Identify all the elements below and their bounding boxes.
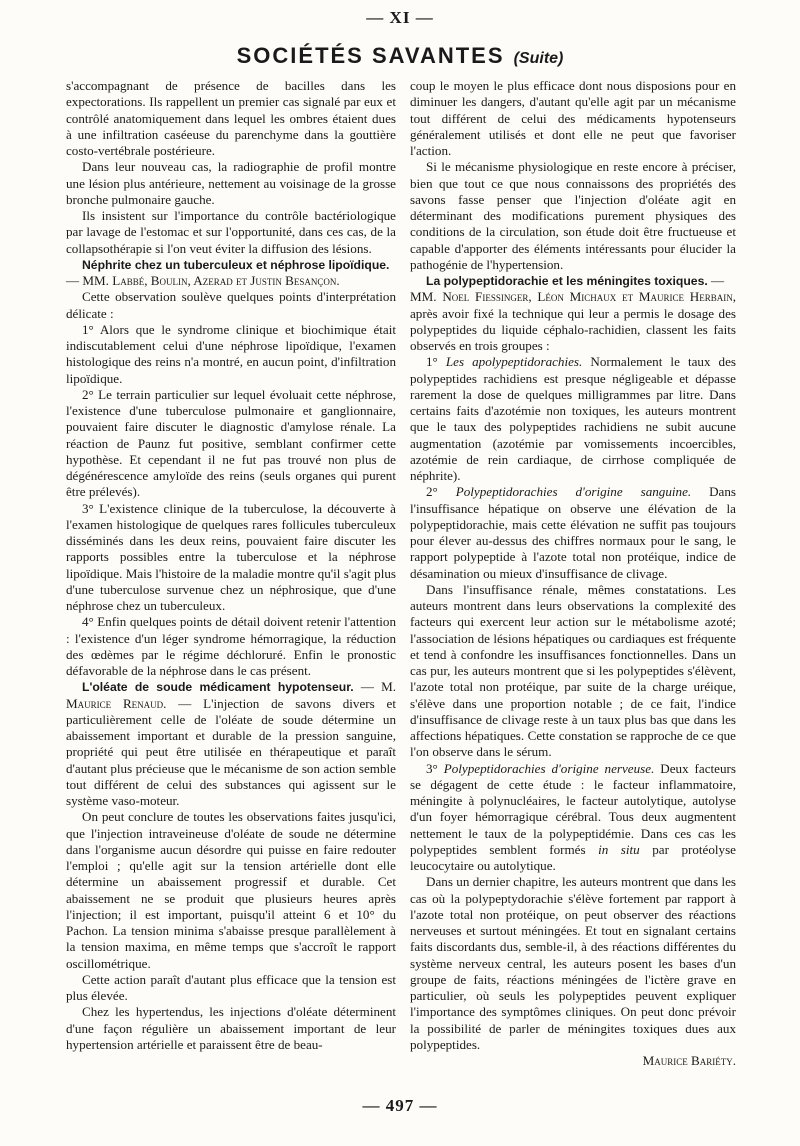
paragraph: Dans l'insuffisance rénale, mêmes constatations. Les auteurs montrent dans leurs observations la complexité des facteurs qui exercent leur action sur le métabolisme azoté; l'association de lésions hépatiques ou cardiaques est fréquente et tend à confondre les insuffisances fonctionnelles. Dans un cas pur, les auteurs montrent que si les polypeptides s'élèvent, l'azote total non protéique, par suite de la charge uréique, s'élève dans une proportion notable ; de ce fait, l'indice d'insuffisance de clivage reste à un taux plus bas que dans les affections hépatiques. Cette constation se rapproche de ce que l'on observe dans le sérum. — [410, 581, 736, 760]
enum-title: Les apolypeptidorachies. — [445, 354, 583, 370]
enum-title: Polypeptidorachies d'origine nerveuse. — [443, 760, 655, 776]
enum-text: Deux facteurs se dégagent de cette étude : le facteur inflammatoire, méningite à polynucléaires, le facteur autolytique, autolyse d'un foyer hémorragique cérébral. Tous deux augmentent nettement le taux de la polypeptidémie. Dans ces cas les polypeptides semblent formés — [410, 760, 736, 857]
page-header — [0, 43, 800, 69]
enum-lead: 3° — [426, 760, 444, 776]
paragraph: Ils insistent sur l'importance du contrôle bactériologique par lavage de l'estomac et sur l'opportunité, dans ces cas, de la collapsothérapie si l'on veut éviter la diffusion des lésions. — [66, 208, 396, 256]
section-polypeptidorachie — [410, 273, 736, 354]
paragraph: Si le mécanisme physiologique en reste encore à préciser, bien que tout ce que nous connaissons des propriétés des savons fasse penser que l'injection d'oléate agit en déterminant des modifications purement physiques des conditions de la circulation, son étude doit être fructueuse et capable d'apporter des éléments intéressants pour élucider la pathogénie de l'hypertension. — [410, 159, 736, 272]
paragraph: s'accompagnant de présence de bacilles dans les expectorations. Ils rappellent un premier cas signalé par eux et contrôlé anatomiquement dans lequel les ombres étaient dues à une infiltration caséeuse du parenchyme dans la gouttière costo-vertébrale postérieure. — [66, 78, 396, 158]
paragraph: Dans leur nouveau cas, la radiographie de profil montre une lésion plus antérieure, nettement au voisinage de la grosse bronche pulmonaire gauche. — [66, 159, 396, 207]
section-authors: MM. Noel Fiessinger, Léon Michaux et Maurice Herbain, — [410, 289, 736, 305]
section-title: La polypeptidorachie et les méningites toxiques. — [426, 274, 708, 288]
paragraph: Dans un dernier chapitre, les auteurs montrent que dans les cas où la polypeptydorachie s'élève fortement par rapport à l'azote total non protéique, on peut observer des réactions nerveuses et surtout méningées. Et tout en signalant certains faits discordants dus, semble-il, à des réactions différentes du système nerveux central, les auteurs posent les bases d'un groupe de faits, réactions méningées de l'ictère grave en particulier, où seuls les polypeptides peuvent expliquer l'importance des symptômes cliniques. On peut donc prévoir la possibilité de parler de méningites toxiques dues aux polypeptides. — [410, 874, 736, 1052]
paragraph: On peut conclure de toutes les observations faites jusqu'ici, que l'injection intraveineuse d'oléate de soude ne détermine dans l'organisme aucun désordre qui puisse en faire redouter l'emploi ; qu'elle agit sur la tension artérielle dont elle détermine un abaissement progressif et durable. Cet abaissement ne se produit que plusieurs heures après l'injection; il est important, puisqu'il atteint 6 et 10° du Pachon. La tension minima s'abaisse presque parallèlement à la tension maxima, en même temps que s'accroît le rapport oscillométrique. — [66, 809, 396, 971]
enum-text: par protéolyse leucocytaire ou autolytique. — [410, 841, 736, 873]
paragraph: 4° Enfin quelques points de détail doivent retenir l'attention : l'existence d'un léger syndrome hémorragique, la réduction des œdèmes par le régime déchloruré. Enfin le pronostic défavorable de la néphrose dans le cas présent. — [66, 614, 396, 678]
header-title: SOCIÉTÉS SAVANTES — [236, 43, 505, 68]
header-suite: (Suite) — [513, 50, 564, 67]
section-authors: — M. Maurice Renaud. — [66, 679, 396, 711]
paragraph: 2° Le terrain particulier sur lequel évoluait cette néphrose, l'existence d'une tuberculose pulmonaire et ganglionnaire, pouvaient faire discuter le diagnostic d'amylose rénale. La réaction de Paunz fut positive, semblant confirmer cette hypothèse. Et cependant il ne fut pas trouvé non plus de dégénérescence amyloïde des reins (seuls organes qui purent être prélevés). — [66, 386, 396, 500]
enum-text: Dans l'insuffisance hépatique on observe une élévation de la polypeptidorachie, mais cette élévation ne suffit pas toujours pour élever au-dessus des chiffres normaux pour le sang, le rapport polypeptide à l'azote total non protéique, indice de désamination ou mieux d'insuffisance de clivage. — [410, 484, 737, 581]
left-column — [66, 78, 396, 1053]
signature: Maurice Bariéty. — [642, 1053, 736, 1068]
enum-title: Polypeptidorachies d'origine sanguine. — [455, 484, 692, 500]
section-title: L'oléate de soude médicament hypotenseur. — [82, 680, 354, 695]
section-nephrite — [66, 257, 396, 290]
page-roman-number: — XI — — [366, 8, 434, 27]
paragraph — [410, 354, 736, 484]
paragraph: 3° L'existence clinique de la tuberculose, la découverte à l'examen histologique de quelques rares follicules tuberculeux disséminés dans les deux reins, pouvaient faire discuter les rapports possibles entre la tuberculose et la néphrose lipoïdique. Mais l'histoire de la maladie montre qu'il s'agit plus d'une tuberculose survenue chez un néphrosique, que d'une néphrose chez un tuberculeux. — [66, 500, 396, 613]
section-text: après avoir fixé la technique qui leur a permis le dosage des polypeptides du liquide céphalo-rachidien, classent les faits observés en trois groupes : — [410, 305, 736, 353]
paragraph: Cette observation soulève quelques points d'interprétation délicate : — [66, 289, 396, 321]
enum-lead: 1° — [426, 354, 446, 370]
enum-text: Normalement le taux des polypeptides rachidiens est presque négligeable et dépasse rarement la dose de quelques milligrammes par litre. Dans certains faits d'azotémie non toxiques, les auteurs montrent que le taux des polypeptides rachidiens ne subit aucune augmentation (azotémie par vomissements incoercibles, azotémie de rein cardiaque, de cirrhose compliquée de néphrite). — [410, 354, 737, 483]
paragraph: 1° Alors que le syndrome clinique et biochimique était indiscutablement celui d'une néphrose lipoïdique, l'examen histologique des reins n'a montré, en aucun point, d'infiltration lipoïdique. — [66, 321, 396, 386]
section-text: — L'injection de savons divers et particulièrement celle de l'oléate de soude détermine un abaissement important et durable de la pression sanguine, propriété qui peut être utilisée en thérapeutique et paraît d'autant plus précieuse que le mécanisme de son action semble tout différent de celui des substances qui agissent sur le système vaso-moteur. — [66, 695, 396, 808]
section-dash: — — [707, 273, 725, 288]
page-number: — 497 — — [362, 1096, 438, 1115]
section-authors: — MM. Labbé, Boulin, Azerad et Justin Besançon. — [66, 273, 340, 288]
paragraph: Cette action paraît d'autant plus efficace que la tension est plus élevée. — [66, 971, 396, 1003]
section-title: Néphrite chez un tuberculeux et néphrose lipoïdique. — [82, 257, 390, 272]
paragraph — [410, 761, 736, 875]
right-column — [410, 78, 736, 1069]
paragraph — [410, 484, 736, 582]
enum-lead: 2° — [426, 484, 456, 500]
section-oleate — [66, 679, 396, 809]
paragraph: coup le moyen le plus efficace dont nous disposions pour en diminuer les dangers, d'autant qu'elle agit par un mécanisme tout différent de celui des médicaments hypotenseurs généralement utilisés et dont elle ne peut que favoriser l'action. — [410, 78, 736, 158]
paragraph: Chez les hypertendus, les injections d'oléate déterminent d'une façon régulière un abaissement important de leur hypertension artérielle et paraissent être de beau- — [66, 1004, 396, 1052]
enum-em: in situ — [598, 841, 640, 857]
